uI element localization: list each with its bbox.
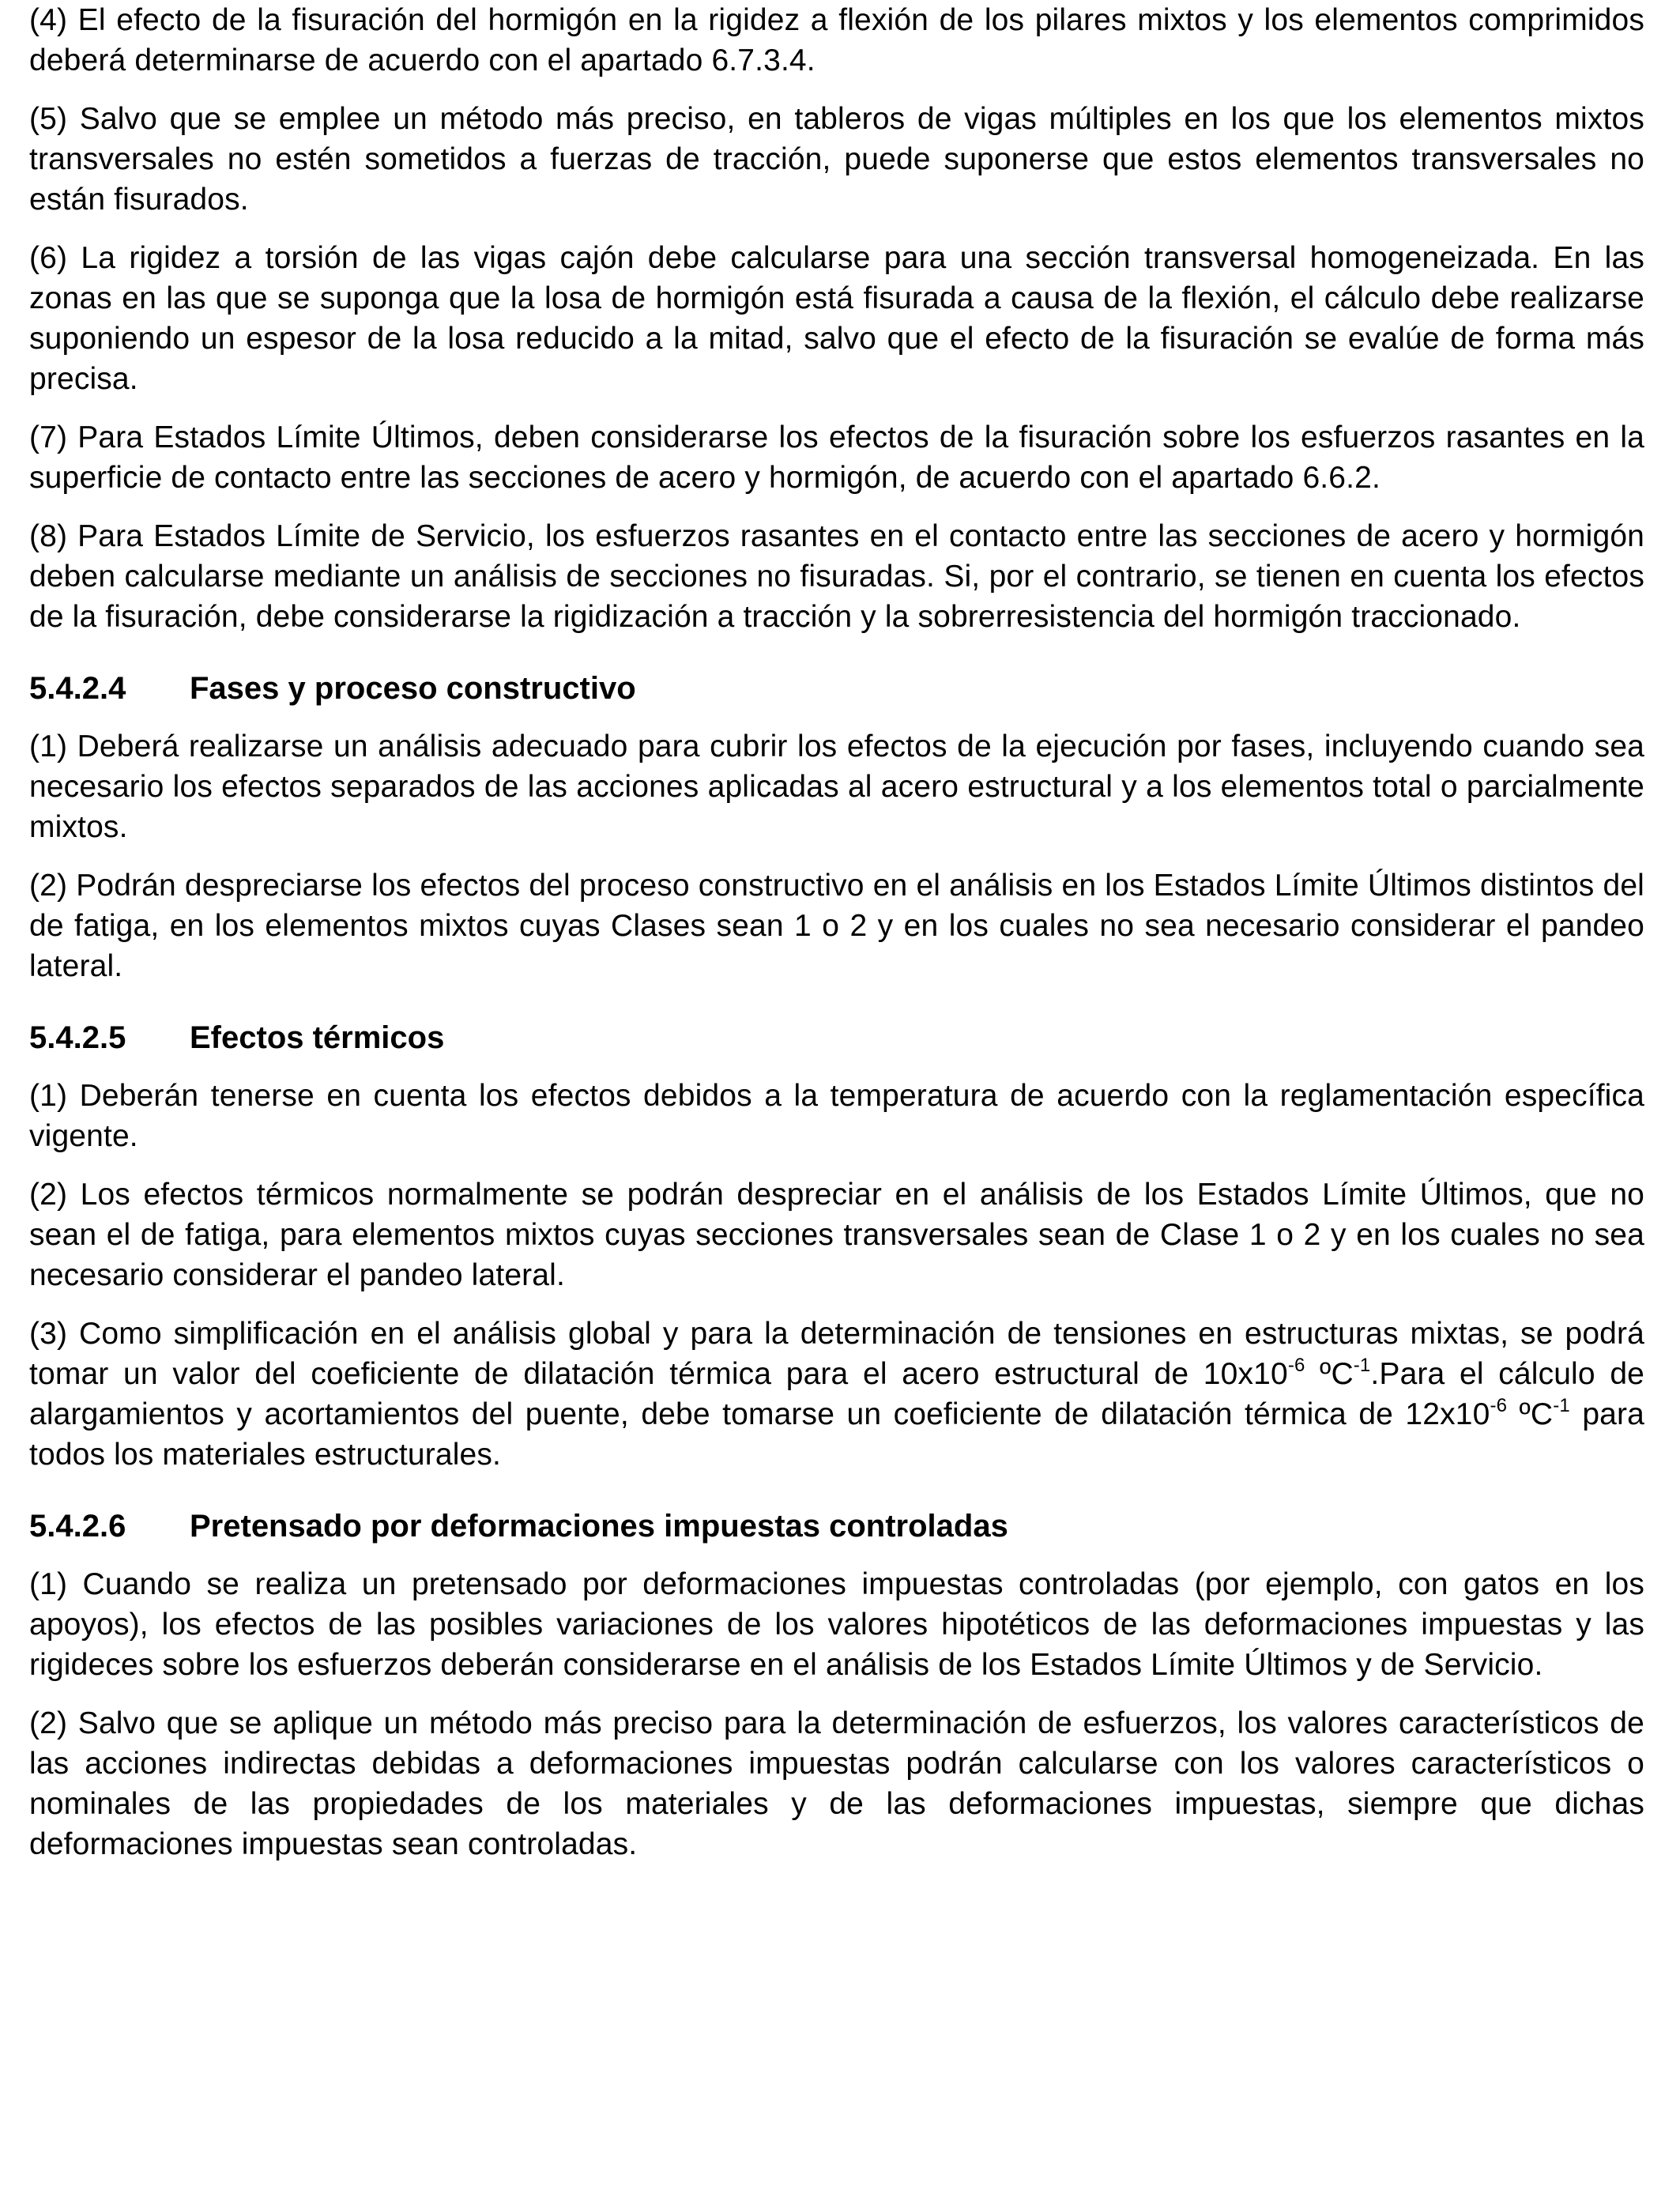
section-title: Efectos térmicos [190,1020,445,1055]
section-5425-paragraph-3-thermal-coefficient [29,1314,1644,1475]
section-5424-paragraph-1: (1) Deberá realizarse un análisis adecuado para cubrir los efectos de la ejecución por fases, incluyendo cuando sea necesario los efectos separados de las acciones aplicadas al acero estructural y a los elementos total o parcialmente mixtos. [29,729,1644,844]
section-title: Fases y proceso constructivo [190,671,636,706]
exponent: -6 [1490,1395,1508,1416]
text-fragment: (3) Como simplificación en el análisis global y para la determinación de tensiones en estructuras mixtas, se podrá tomar un valor del coeficiente de dilatación térmica para el acero estructural de 10x10 [29,1317,1644,1391]
section-5426-paragraph-1: (1) Cuando se realiza un pretensado por deformaciones impuestas controladas (por ejemplo, con gatos en los apoyos), los efectos de las posibles variaciones de los valores hipotéticos de las deformaciones impuestas y las rigideces sobre los esfuerzos deberán considerarse en el análisis de los Estados Límite Últimos y de Servicio. [29,1567,1644,1682]
text-fragment: ºC [1507,1397,1554,1431]
exponent: -1 [1353,1355,1371,1376]
section-5426-paragraph-2: (2) Salvo que se aplique un método más preciso para la determinación de esfuerzos, los valores característicos de las acciones indirectas debidas a deformaciones impuestas podrán calcularse con los valores característicos o nominales de las propiedades de los materiales y de las deformaciones impuestas, siempre que dichas deformaciones impuestas sean controladas. [29,1706,1644,1861]
exponent: -6 [1287,1355,1305,1376]
paragraph-4-cracking-columns: (4) El efecto de la fisuración del hormigón en la rigidez a flexión de los pilares mixtos y los elementos comprimidos deberá determinarse de acuerdo con el apartado 6.7.3.4. [29,3,1644,77]
section-number: 5.4.2.5 [29,1020,126,1055]
text-fragment: para todos los materiales estructurales. [29,1397,1644,1472]
section-heading-5425 [29,1018,1644,1058]
section-5424-paragraph-2: (2) Podrán despreciarse los efectos del proceso constructivo en el análisis en los Estados Límite Últimos distintos del de fatiga, en los elementos mixtos cuyas Clases sean 1 o 2 y en los cuales no sea necesario considerar el pandeo lateral. [29,869,1644,983]
section-number: 5.4.2.4 [29,671,126,706]
text-fragment: ºC [1305,1357,1354,1391]
paragraph-5-transverse-elements: (5) Salvo que se emplee un método más preciso, en tableros de vigas múltiples en los que los elementos mixtos transversales no estén sometidos a fuerzas de tracción, puede suponerse que estos elementos transversales no están fisurados. [29,102,1644,217]
paragraph-7-ultimate-limit-states: (7) Para Estados Límite Últimos, deben considerarse los efectos de la fisuración sobre los esfuerzos rasantes en la superficie de contacto entre las secciones de acero y hormigón, de acuerdo con el apartado 6.6.2. [29,420,1644,495]
section-5425-paragraph-2: (2) Los efectos térmicos normalmente se podrán despreciar en el análisis de los Estados Límite Últimos, que no sean el de fatiga, para elementos mixtos cuyas secciones transversales sean de Clase 1 o 2 y en los cuales no sea necesario considerar el pandeo lateral. [29,1178,1644,1292]
paragraph-8-serviceability-limit-states: (8) Para Estados Límite de Servicio, los esfuerzos rasantes en el contacto entre las secciones de acero y hormigón deben calcularse mediante un análisis de secciones no fisuradas. Si, por el contrario, se tienen en cuenta los efectos de la fisuración, debe considerarse la rigidización a tracción y la sobrerresistencia del hormigón traccionado. [29,519,1644,634]
section-heading-5426 [29,1506,1644,1547]
paragraph-6-torsion-box-girders: (6) La rigidez a torsión de las vigas cajón debe calcularse para una sección transversal homogeneizada. En las zonas en las que se suponga que la losa de hormigón está fisurada a causa de la flexión, el cálculo debe realizarse suponiendo un espesor de la losa reducido a la mitad, salvo que el efecto de la fisuración se evalúe de forma más precisa. [29,241,1644,396]
section-heading-5424 [29,669,1644,709]
document-page [29,0,1644,1883]
section-number: 5.4.2.6 [29,1509,126,1544]
section-title: Pretensado por deformaciones impuestas controladas [190,1509,1008,1544]
section-5425-paragraph-1: (1) Deberán tenerse en cuenta los efectos debidos a la temperatura de acuerdo con la reglamentación específica vigente. [29,1079,1644,1153]
exponent: -1 [1553,1395,1570,1416]
text-fragment: .Para el cálculo de alargamientos y acortamientos del puente, debe tomarse un coeficiente de dilatación térmica de 12x10 [29,1357,1644,1431]
